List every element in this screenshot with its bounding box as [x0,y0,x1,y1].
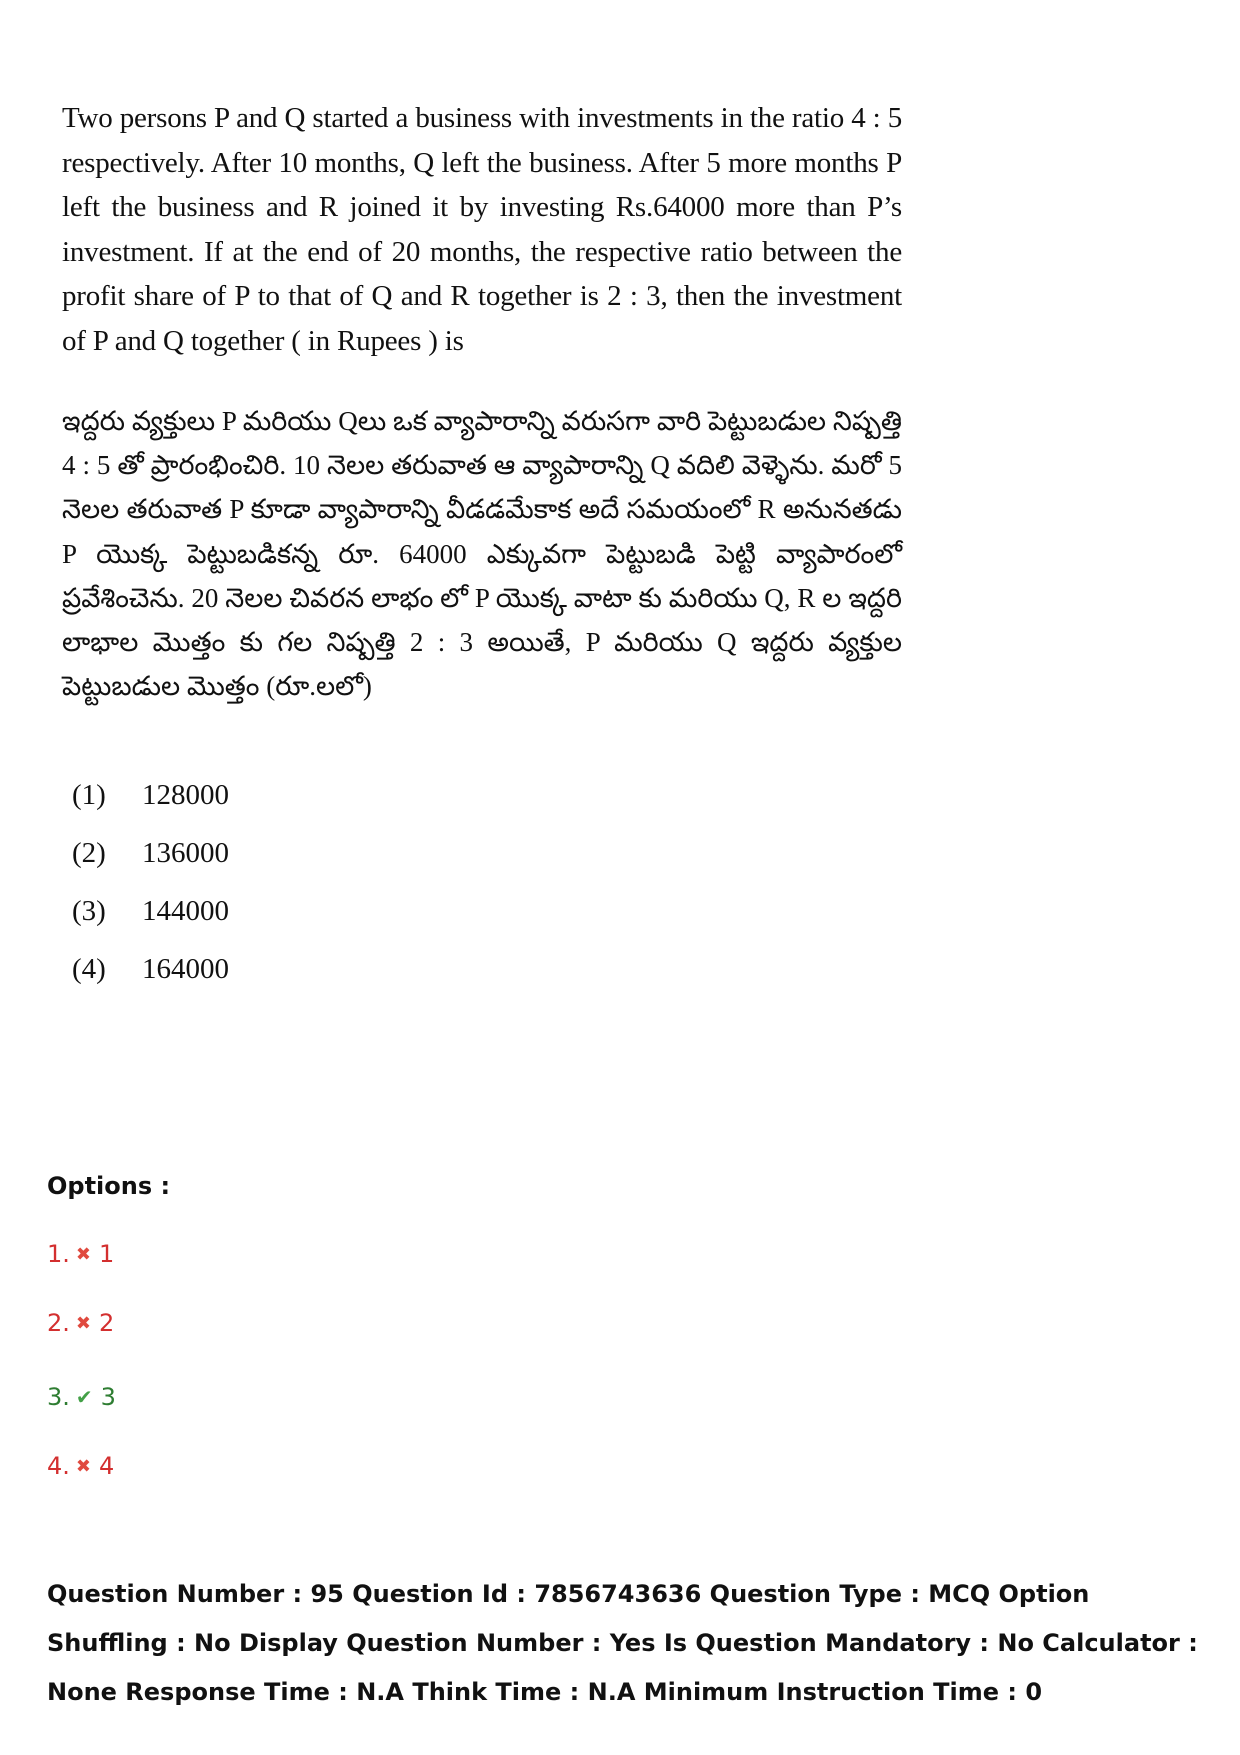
choice-number: (4) [72,952,106,985]
option-4 [47,1452,114,1480]
cross-icon: ✖ [75,1455,91,1477]
choice-number: (1) [72,778,106,811]
option-index: 3. [47,1383,70,1411]
cross-icon: ✖ [75,1243,91,1265]
check-icon: ✔ [75,1385,93,1409]
choice-item [62,940,902,998]
choice-number: (2) [72,836,106,869]
question-text-telugu: ఇద్దరు వ్యక్తులు P మరియు Qలు ఒక వ్యాపారాన్ని వరుసగా వారి పెట్టుబడుల నిష్పత్తి 4 : 5 తో ప్రారంభించిరి. 10 నెలల తరువాత ఆ వ్యాపారాన్ని Q వదిలి వెళ్ళెను. మరో 5 నెలల తరువాత P కూడా వ్యాపారాన్ని వీడడమేకాక అదే సమయంలో R అనునతడు P యొక్క పెట్టుబడికన్న రూ. 64000 ఎక్కువగా పెట్టుబడి పెట్టి వ్యాపారంలో ప్రవేశించెను. 20 నెలల చివరన లాభం లో P యొక్క వాటా కు మరియు Q, R ల ఇద్దరి లాభాల మొత్తం కు గల నిష్పత్తి 2 : 3 అయితే, P మరియు Q ఇద్దరు వ్యక్తుల పెట్టుబడుల మొత్తం (రూ.లలో) [62,406,902,702]
option-3 [47,1383,116,1411]
option-index: 1. [47,1240,70,1268]
choice-value: 128000 [142,778,229,811]
option-value: 2 [99,1309,115,1337]
cross-icon: ✖ [75,1312,91,1334]
option-2 [47,1309,114,1337]
question-text-english: Two persons P and Q started a business with investments in the ratio 4 : 5 respectively. After 10 months, Q left the business. After 5 more months P left the business and R joined it by investing Rs.64000 more than P’s investment. If at the end of 20 months, the respective ratio between the profit share of P to that of Q and R together is 2 : 3, then the investment of P and Q together ( in Rupees ) is [62,102,902,357]
choice-value: 144000 [142,894,229,927]
choice-value: 136000 [142,836,229,869]
question-choices [62,766,902,998]
choice-item [62,766,902,824]
option-value: 3 [100,1383,116,1411]
options-heading: Options : [47,1172,171,1200]
option-value: 1 [99,1240,115,1268]
option-index: 2. [47,1309,70,1337]
question-image [62,96,902,998]
option-index: 4. [47,1452,70,1480]
choice-item [62,882,902,940]
choice-value: 164000 [142,952,229,985]
option-1 [47,1240,114,1268]
choice-item [62,824,902,882]
option-value: 4 [99,1452,115,1480]
question-metadata: Question Number : 95 Question Id : 7856743636 Question Type : MCQ Option Shuffling : No Display Question Number : Yes Is Question Mandatory : No Calculator : None Response Time : N.A Think Time : N.A Minimum Instruction Time : 0 [47,1580,1198,1706]
choice-number: (3) [72,894,106,927]
